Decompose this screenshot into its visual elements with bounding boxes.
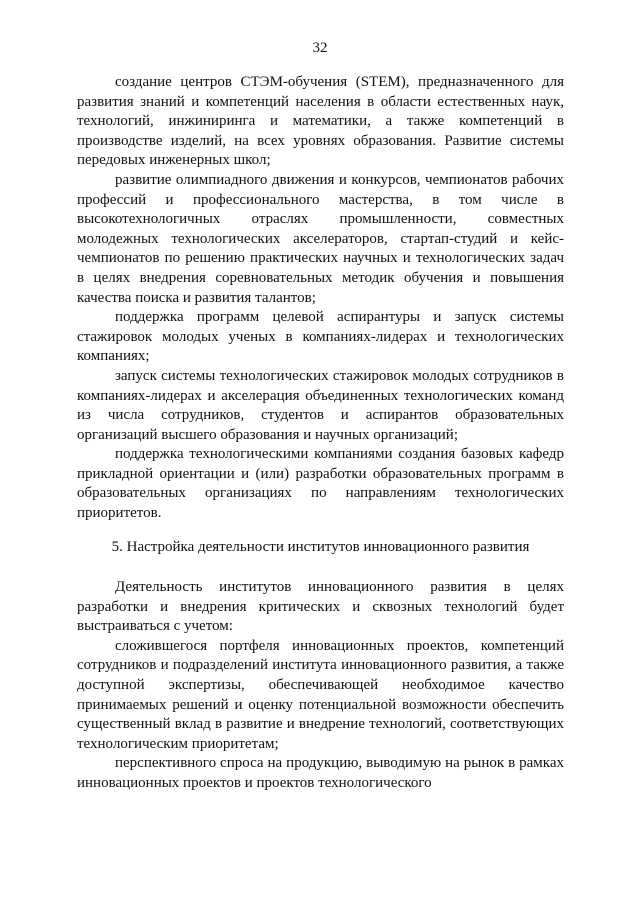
paragraph-stem-centers: создание центров СТЭМ-обучения (STEM), предназначенного для развития знаний и компетенций населения в области естественных наук, технологий, инжиниринга и математики, а также компетенций в производстве изделий, на всех уровнях образования. Развитие системы передовых инженерных школ;	[77, 74, 564, 169]
text-block-top	[77, 73, 564, 524]
paragraph-target-postgraduate: поддержка программ целевой аспирантуры и запуск системы стажировок молодых ученых в компаниях-лидерах и технологических компаниях;	[77, 309, 564, 365]
paragraph-institutes-activity: Деятельность институтов инновационного развития в целях разработки и внедрения критических и сквозных технологий будет выстраиваться с учетом:	[77, 579, 564, 635]
paragraph-project-portfolio: сложившегося портфеля инновационных проектов, компетенций сотрудников и подразделений института инновационного развития, а также доступной экспертизы, обеспечивающей необходимое качество принимаемых решений и оценку потенциальной возможности обеспечить существенный вклад в развитие и внедрение технологий, соответствующих технологическим приоритетам;	[77, 637, 564, 752]
paragraph-base-departments: поддержка технологическими компаниями создания базовых кафедр прикладной ориентации и (или) разработки образовательных программ в образовательных организациях по направлениям технологических приоритетов.	[77, 446, 564, 522]
paragraph-demand: перспективного спроса на продукцию, выводимую на рынок в рамках инновационных проектов и проектов технологического	[77, 755, 564, 791]
page-number: 32	[312, 40, 328, 56]
paragraph-tech-internships: запуск системы технологических стажировок молодых сотрудников в компаниях-лидерах и акселерация объединенных технологических команд из числа сотрудников, студентов и аспирантов образовательных организаций высшего образования и научных организаций;	[77, 367, 564, 443]
section-heading: 5. Настройка деятельности институтов инновационного развития	[111, 539, 530, 555]
text-block-bottom	[77, 578, 564, 794]
paragraph-olympiad-movement: развитие олимпиадного движения и конкурсов, чемпионатов рабочих профессий и профессионального мастерства, в том числе в высокотехнологичных отраслях промышленности, совместных молодежных технологических акселераторов, стартап-студий и кейс-чемпионатов по решению практических научных и технологических задач в целях внедрения соревновательных методик обучения и повышения качества поиска и развития талантов;	[77, 171, 564, 306]
